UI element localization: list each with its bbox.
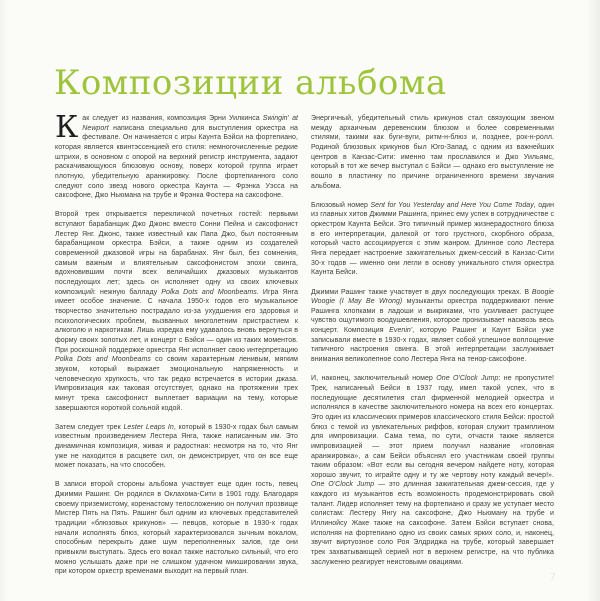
body-text: Затем следует трек xyxy=(55,423,124,431)
body-text: И, наконец, заключительный номер xyxy=(311,375,437,383)
drop-cap: К xyxy=(55,110,79,145)
body-text: Джимми Рашинг также участвует в двух последующих треках. В xyxy=(311,288,532,296)
faint-page-mark: 7 xyxy=(549,571,557,584)
track-title: Swingin' at Newport xyxy=(82,115,299,132)
body-text: , один из главных хитов Джимми Рашинга, принес ему успех в сотрудничестве с оркестром Каунта Бейси. Это типичный пример жизнерадостного блюза в его интерпретации, далекой от того грустного, скорбного образа, который часто ассоциируется с этим жанром. Длинное соло Лестера Янга передает настроение зажигательных джем-сессий в Канзас-Сити 30-х годов — именно они легли в основу уникального стиля оркестра Каунта Бейси. xyxy=(311,201,555,277)
body-text: музыканты оркестра поддерживают пение Рашинга хлопками в ладоши и выкриками, что усиливает растущее чувство ощутимого воодушевления, которое пронизывает насквозь весь концерт. Композиция xyxy=(311,298,554,335)
page-title: Композиции альбома xyxy=(54,63,447,103)
body-text: , который в 1930-х годах был самым известным произведением Лестера Янга, также написанным им. Это динамичная композиция, живая и радостная: несмотря на то, что Янг уже не находится в расцвете сил, он демонстрирует, что он все еще может показать, на что способен. xyxy=(55,423,298,470)
body-text: . Игра Янга имеет особое значение. С начала 1950-х годов его музыкальное творчество значительно пострадало из-за ухудшения его здоровья и психологических проблем, вызванных многолетним пристрастием к алкоголю и наркотикам. Лишь изредка ему удавалось вновь вернуться в форму своих золотых лет, и концерт с Бэйси — один из таких моментов. При роскошной поддержке оркестра Янг исполняет свою интерпретацию xyxy=(55,288,299,354)
page-right-edge-shading xyxy=(586,0,600,601)
page-left-edge-shading xyxy=(0,0,8,601)
body-text: ак следует из названия, композиция Эрни Уилкинса xyxy=(82,115,263,122)
paragraph xyxy=(311,374,554,567)
paragraph xyxy=(55,110,299,201)
text-column-left xyxy=(55,110,299,587)
body-text: , которую Рашинг и Каунт Бэйси уже записывали вместе в 1930-х годах, являет собой успешное воплощение типичного настроения свинга. В этой интерпретации заслуживает внимания великолепное соло Лестера Янга на тенор-саксофоне. xyxy=(311,327,554,364)
track-title: One O'Clock Jump xyxy=(311,481,375,489)
paragraph xyxy=(311,201,554,278)
body-text: Блюзовый номер xyxy=(311,201,371,209)
text-column-right xyxy=(311,114,554,587)
paragraph xyxy=(55,210,298,413)
paragraph xyxy=(55,480,298,577)
track-title: Sent for You Yesterday and Here You Come Today xyxy=(370,201,534,209)
body-text: — это длинная зажигательная джем-сессия, где у каждого из музыкантов есть возможность продемонстрировать свой талант. Лидер исполняет тему на фортепиано и сразу же уступает место солистам: Лестеру Янгу на саксофоне, Джо Ньюману на трубе и Иллинойсу Жаке также на саксофоне. Затем Бэйси вступает снова, исполняя на фортепиано одно из своих самых ярких соло, и, наконец, звучит виртуозное соло Роя Элдриджа на трубе, который завершает трек захватывающей серией нот в верхнем регистре, на что публика заслуженно реагирует неистовыми овациями. xyxy=(311,481,554,566)
text-columns xyxy=(55,110,555,587)
body-text: Энергичный, убедительный стиль крикунов стал связующим звеном между архаичным деревенским блюзом и более современными стилями, такими как буги-вуги, ритм-н-блюз и, позднее, рок-н-ролл. Родиной блюзовых крикунов был Юго-Запад, с одним из важнейших центров в Канзас-Сити: именно там прославился и Джо Уильямс, который в тот же вечер выступал с Бэйси — однако его выступление не вошло в пластинку по причине ограниченного времени звучания альбома. xyxy=(311,115,554,190)
track-title: Lester Leaps In xyxy=(123,423,174,431)
body-text: Второй трек открывается перекличкой почетных гостей: первыми вступают барабанщик Джо Джонс вместо Сонни Пейна и саксофонист Лестер Янг. Джонс, также известный как Папа Джо, был постоянным барабанщиком оркестра Бэйси, а также одним из создателей современной джазовой игры на барабанах. Янг был, без сомнения, самым важным и влиятельным саксофонистом эпохи свинга, вдохновившим почти всех величайших джазовых музыкантов последующих лет; здесь он исполняет одну из своих ключевых композиций: нежную балладу xyxy=(55,211,298,296)
paragraph xyxy=(311,288,554,365)
track-title: One O'Clock Jump xyxy=(436,375,499,383)
body-text: написана специально для выступления оркестра на фестивале. Он начинается с игры Каунта Бэйси на фортепиано, которая является квинтэссенцией его стиля: немногочисленные редкие штрихи, в основном с опорой на верхний регистр инструмента, задают раскачивающуюся блюзовую основу, поверх которой группа играет плотную, убедительную аранжировку. После фортепианного соло следуют соло звезд нового оркестра Каунта — Фрэнка Уэсса на саксофоне, Джо Ньюмана на трубе и Фрэнка Фостера на саксофоне. xyxy=(55,124,298,200)
track-title: Polka Dots and Moonbeams xyxy=(55,356,151,364)
track-title: Boogie Woogie (I May Be Wrong) xyxy=(311,288,554,306)
paragraph xyxy=(55,423,298,471)
body-text: В записи второй стороны альбома участвует еще один гость, певец Джимми Рашинг. Он родился в Оклахома-Сити в 1901 году. Благодаря своему приземистому, коренастому телосложению он получил прозвище Мистер Пять на Пять. Рашинг был одним из ключевых представителей традиции «блюзовых крикунов» — певцов, которые в 1930-х годах начали исполнять блюз, который характеризовался зычным вокалом, способным перекрыть даже шум переполненных залов, где они привыкли выступать. Здесь его вокал также настолько сильный, что его можно услышать даже при не слишком удачном микшировании звука, при котором оркестр временами выходит на первый план. xyxy=(55,481,298,576)
track-title: Polka Dots and Moonbeams xyxy=(161,288,257,296)
paragraph xyxy=(311,114,554,191)
body-text: : не пропустите! Трек, написанный Бейси в 1937 году, имел такой успех, что в последующие десятилетия стал фирменной мелодией оркестра и исполнялся в качестве заключительного номера на всех его концертах. Это один из классических примеров классического стиля Бейси: простой блюз с темой из увлекательных риффов, которая служит трамплином для импровизации. Сама тема, по сути, отчасти также является импровизацией — этот прием получил название «головная аранжировка», а сам Бейси объяснял его участникам своей группы таким образом: «Вот если вы сегодня вечером найдете ноту, которая хорошо звучит, то играйте одну и ту же чертову ноту каждый вечер!». xyxy=(311,375,555,479)
body-text: со своим характерным ленивым, мягким звуком, который выражает эмоциональную напряженность и человеческую хрупкость, что так редко встречается в истории джаза. Импровизация как таковая отсутствует, однако на протяжении трех минут трека саксофонист выплетает вариации на тему, которые завершаются короткой сольной кодой. xyxy=(55,356,298,412)
track-title: Evenin' xyxy=(389,327,413,335)
